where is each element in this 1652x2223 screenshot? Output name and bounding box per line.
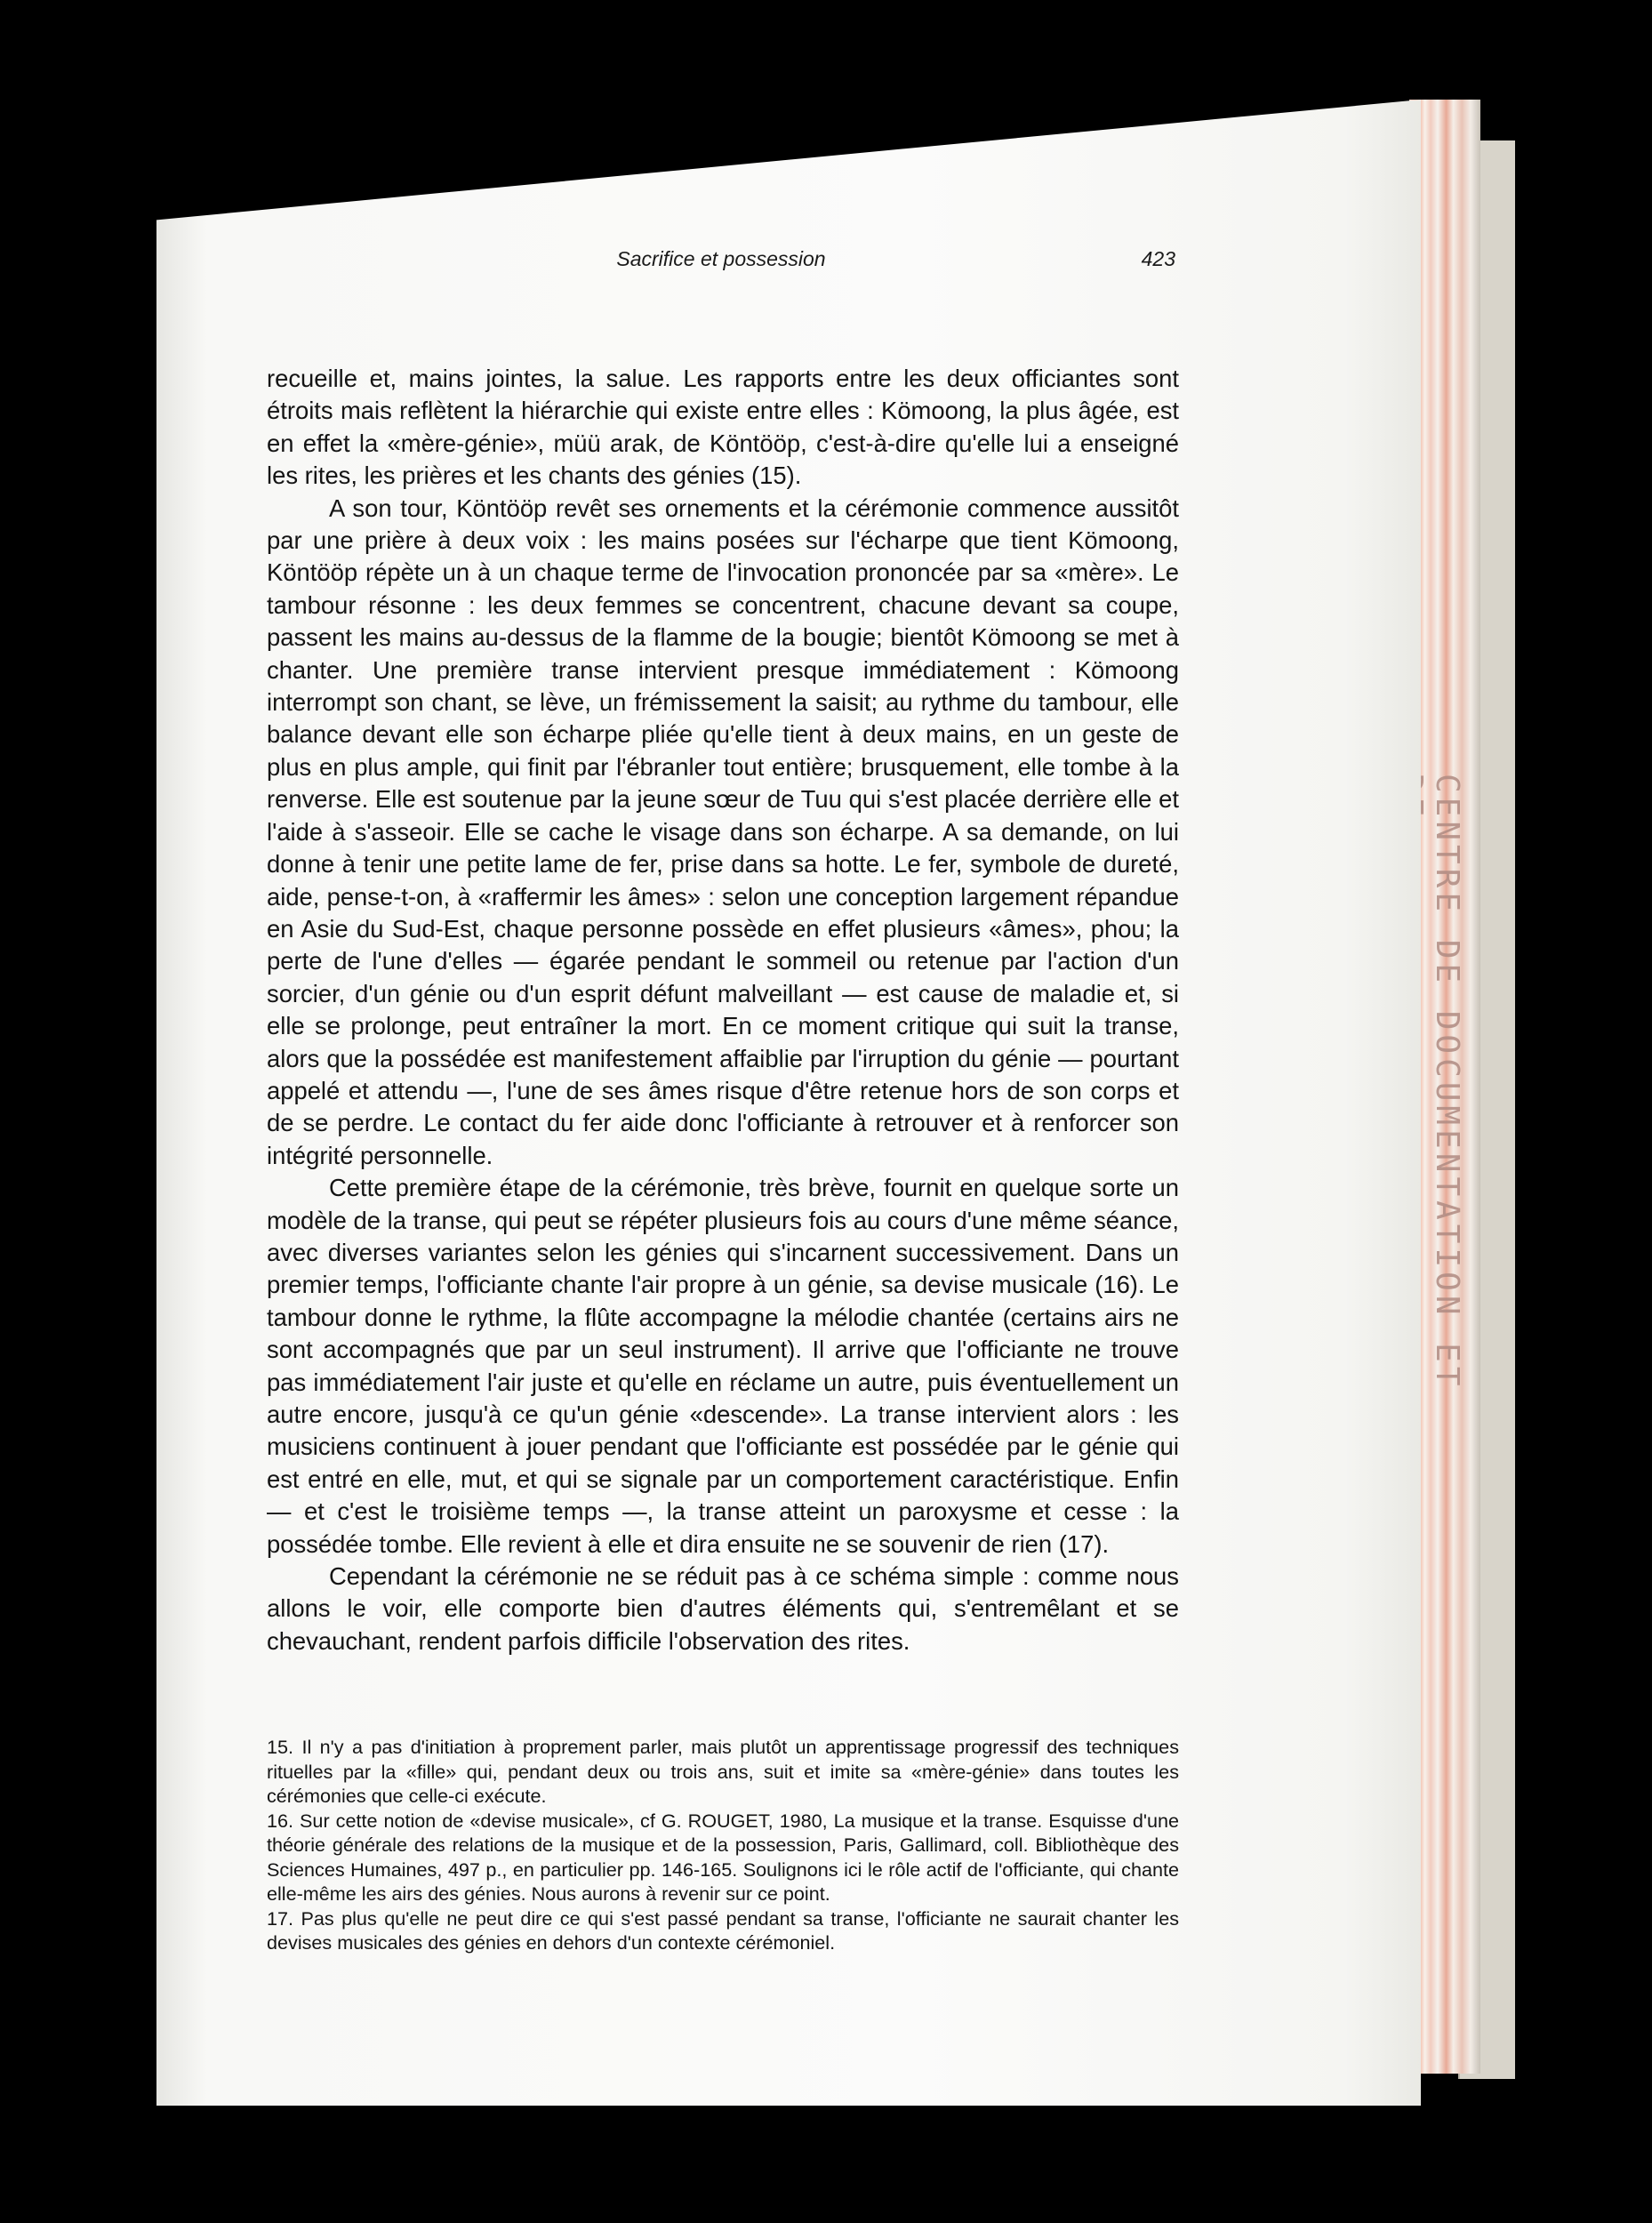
footnote-17: 17. Pas plus qu'elle ne peut dire ce qui s'est passé pendant sa transe, l'officiante ne saurait chanter les devises musicales des génies en dehors d'un contexte cérémoniel.: [267, 1906, 1179, 1954]
footnote-16: 16. Sur cette notion de «devise musicale», cf G. ROUGET, 1980, La musique et la transe. Esquisse d'une théorie générale des relations de la musique et de la possession, Paris, Gallimard, coll. Bibliothèque des Sciences Humaines, 497 p., en particulier pp. 146-165. Soulignons ici le rôle actif de l'officiante, qui chante elle-même les airs des génies. Nous aurons à revenir sur ce point.: [267, 1809, 1179, 1905]
body-text: [267, 363, 1179, 1657]
page-header: [267, 247, 1175, 279]
paragraph: A son tour, Köntööp revêt ses ornements et la cérémonie commence aussitôt par une prière à deux voix : les mains posées sur l'écharpe que tient Kömoong, Köntööp répète un à un chaque terme de l'invocation prononcée par sa «mère». Le tambour résonne : les deux femmes se concentrent, chacune devant sa coupe, passent les mains au-dessus de la flamme de la bougie; bientôt Kömoong se met à chanter. Une première transe intervient presque immédiatement : Kömoong interrompt son chant, se lève, un frémissement la saisit; au rythme du tambour, elle balance devant elle son écharpe pliée qu'elle tient à deux mains, en un geste de plus en plus ample, qui finit par l'ébranler tout entière; brusquement, elle tombe à la renverse. Elle est soutenue par la jeune sœur de Tuu qui s'est placée derrière elle et l'aide à s'asseoir. Elle se cache le visage dans son écharpe. A sa demande, on lui donne à tenir une petite lame de fer, prise dans sa hotte. Le fer, symbole de dureté, aide, pense-t-on, à «raffermir les âmes» : selon une conception largement répandue en Asie du Sud-Est, chaque personne possède en effet plusieurs «âmes», phou; la perte de l'une d'elles — égarée pendant le sommeil ou retenue par l'action d'un sorcier, d'un génie ou d'un esprit défunt malveillant — est cause de maladie et, si elle se prolonge, peut entraîner la mort. En ce moment critique qui suit la transe, alors que la possédée est manifestement affaiblie par l'irruption du génie — pourtant appelé et attendu —, l'une de ses âmes risque d'être retenue hors de son corps et de se perdre. Le contact du fer aide donc l'officiante à retrouver et à renforcer son intégrité personnelle.: [267, 494, 1179, 1169]
paragraph: recueille et, mains jointes, la salue. Les rapports entre les deux officiantes sont étroits mais reflètent la hiérarchie qui existe entre elles : Kömoong, la plus âgée, est en effet la «mère-génie», müü arak, de Köntööp, c'est-à-dire qu'elle lui a enseigné les rites, les prières et les chants des génies (15).: [267, 365, 1179, 490]
footnote-15: 15. Il n'y a pas d'initiation à proprement parler, mais plutôt un apprentissage progressif des techniques rituelles par la «fille» qui, pendant deux ou trois ans, suit et imite sa «mère-génie» dans toutes les cérémonies que celle-ci exécute.: [267, 1736, 1179, 1807]
footnotes: [267, 1735, 1179, 1955]
running-title: Sacrifice et possession: [616, 247, 826, 270]
page-number: 423: [1141, 247, 1175, 270]
paragraph: Cependant la cérémonie ne se réduit pas à ce schéma simple : comme nous allons le voir, elle comporte bien d'autres éléments qui, s'entremêlant et se chevauchant, rendent parfois difficile l'observation des rites.: [267, 1562, 1179, 1655]
edge-library-stamp: CENTRE DE DOCUMENTATION ET: [1429, 774, 1465, 1391]
paragraph: Cette première étape de la cérémonie, très brève, fournit en quelque sorte un modèle de la transe, qui peut se répéter plusieurs fois au cours d'une même séance, avec diverses variantes selon les génies qui s'incarnent successivement. Dans un premier temps, l'officiante chante l'air propre à un génie, sa devise musicale (16). Le tambour donne le rythme, la flûte accompagne la mélodie chantée (certains airs ne sont accompagnés que par un seul instrument). Il arrive que l'officiante ne trouve pas immédiatement l'air juste et qu'elle en réclame un autre, puis éventuellement un autre encore, jusqu'à ce qu'un génie «descende». La transe intervient alors : les musiciens continuent à jouer pendant que l'officiante est possédée par le génie qui est entré en elle, mut, et qui se signale par un comportement caractéristique. Enfin — et c'est le troisième temps —, la transe atteint un paroxysme et cesse : la possédée tombe. Elle revient à elle et dira ensuite ne se souvenir de rien (17).: [267, 1174, 1179, 1558]
